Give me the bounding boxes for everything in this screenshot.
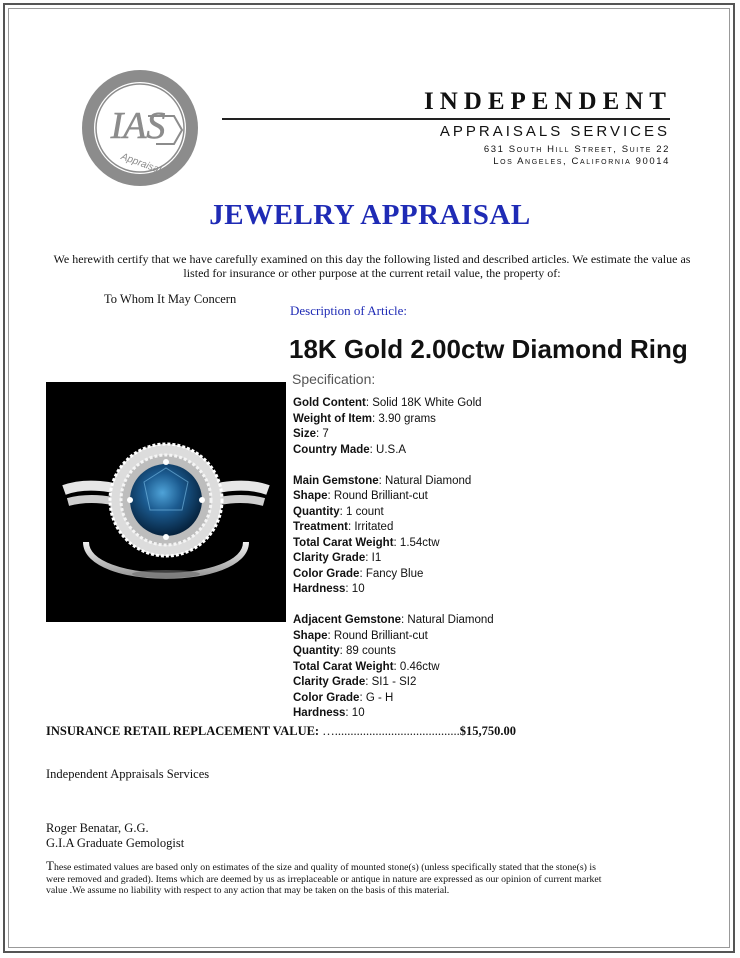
spec-row: Main Gemstone: Natural Diamond (293, 474, 472, 487)
spec-row: Total Carat Weight: 1.54ctw (293, 536, 440, 549)
signer-block (46, 821, 184, 851)
spec-row: Clarity Grade: SI1 - SI2 (293, 676, 417, 688)
disclaimer (46, 860, 606, 897)
company-name: INDEPENDENT (424, 88, 672, 115)
spec-row: Hardness: 10 (293, 583, 365, 595)
spec-row: Treatment: Irritated (293, 521, 394, 533)
spec-row: Color Grade: G - H (293, 691, 394, 704)
owner-line: To Whom It May Concern (104, 292, 237, 306)
spec-row: Quantity: 89 counts (293, 645, 396, 657)
spec-row: Adjacent Gemstone: Natural Diamond (293, 614, 494, 626)
document-title: JEWELRY APPRAISAL (209, 199, 531, 231)
logo-sub: Appraisal (119, 151, 163, 176)
footer-company: Independent Appraisals Services (46, 767, 210, 781)
spec-row: Total Carat Weight: 0.46ctw (293, 660, 440, 673)
spec-row: Country Made: U.S.A (293, 443, 407, 456)
signer-name: Roger Benatar, G.G. (46, 821, 149, 835)
spec-row: Size: 7 (293, 428, 329, 440)
spec-row: Color Grade: Fancy Blue (293, 567, 424, 580)
spec-row: Hardness: 10 (293, 707, 365, 719)
spec-row: Gold Content: Solid 18K White Gold (293, 397, 482, 409)
disclaimer-text: hese estimated values are based only on estimates of the size and quality of mounted stone(s) (unless specifically stated that the stone(s) is were removed and graded). Items which are deemed by us as irreplaceable or antique in nature are expressed as our opinion of current market value .We assume no liability with respect to any action that may be taken on the basis of this material. (46, 862, 602, 896)
signer-title: G.I.A Graduate Gemologist (46, 836, 185, 850)
ias-logo (78, 66, 202, 190)
address-line-2: Los Angeles, California 90014 (493, 156, 670, 167)
spec-row: Clarity Grade: I1 (293, 552, 382, 564)
specification-list (293, 396, 494, 722)
intro-text: We herewith certify that we have carefully examined on this day the following listed and described articles. We estimate the value as listed for insurance or other purpose at the current retail value, the property of: (53, 252, 691, 280)
valuation-line (46, 724, 516, 739)
header-divider (222, 118, 670, 120)
ring-photo (46, 382, 286, 622)
spec-row: Weight of Item: 3.90 grams (293, 412, 436, 425)
product-title: 18K Gold 2.00ctw Diamond Ring (289, 334, 688, 364)
valuation-dots: …........................................ (319, 724, 460, 738)
valuation-label: INSURANCE RETAIL REPLACEMENT VALUE: (46, 724, 320, 738)
spec-row: Quantity: 1 count (293, 505, 384, 518)
address-line-1: 631 South Hill Street, Suite 22 (483, 144, 670, 155)
company-subtitle: APPRAISALS SERVICES (439, 123, 670, 140)
description-label: Description of Article: (290, 303, 407, 318)
company-address (412, 144, 670, 168)
valuation-amount: $15,750.00 (459, 724, 516, 738)
disclaimer-initial: T (46, 858, 54, 873)
logo-text: IAS (110, 105, 166, 147)
spec-row: Shape: Round Brilliant-cut (293, 629, 428, 642)
specification-label: Specification: (292, 371, 376, 387)
spec-row: Shape: Round Brilliant-cut (293, 490, 428, 502)
